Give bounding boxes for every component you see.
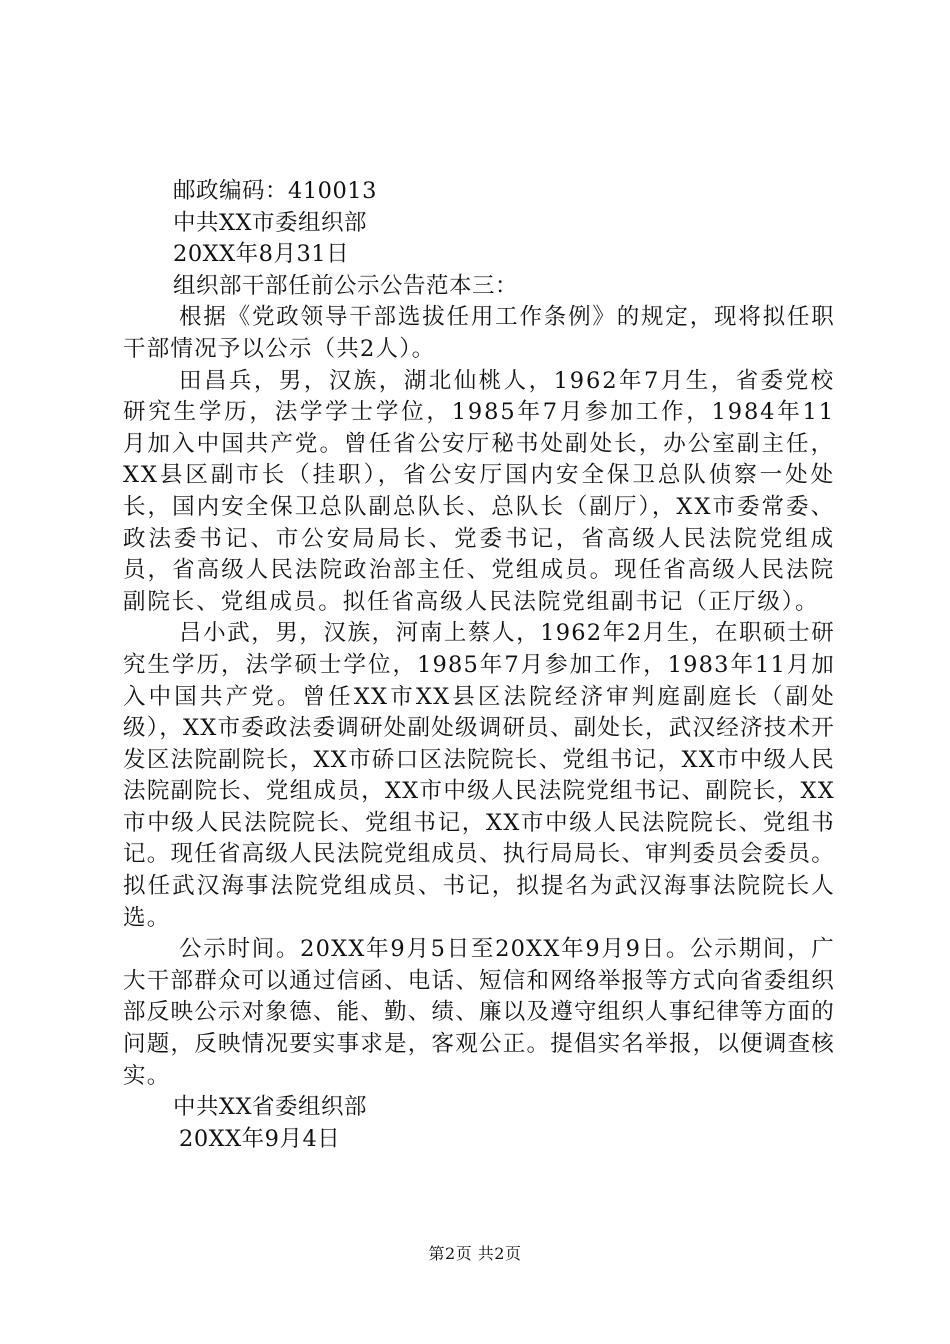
notice-period-paragraph: 公示时间。20XX年9月5日至20XX年9月9日。公示期间，广大干部群众可以通过信函、电话、短信和网络举报等方式向省委组织部反映公示对象德、能、勤、绩、廉以及遵守组织人事纪律等方面的问题，反映情况要实事求是，客观公正。提倡实名举报，以便调查核实。: [123, 936, 835, 1089]
candidate-2-paragraph: 吕小武，男，汉族，河南上蔡人，1962年2月生，在职硕士研究生学历，法学硕士学位，1985年7月参加工作，1983年11月加入中国共产党。曾任XX市XX县区法院经济审判庭副庭长（副处级），XX市委政法委调研处副处级调研员、副处长，武汉经济技术开发区法院副院长，XX市硚口区法院院长、党组书记，XX市中级人民法院副院长、党组成员，XX市中级人民法院党组书记、副院长，XX市中级人民法院院长、党组书记，XX市中级人民法院院长、党组书记。现任省高级人民法院党组成员、执行局局长、审判委员会委员。拟任武汉海事法院党组成员、书记，拟提名为武汉海事法院院长人选。: [123, 620, 835, 931]
candidate-1-paragraph: 田昌兵，男，汉族，湖北仙桃人，1962年7月生，省委党校研究生学历，法学学士学位，1985年7月参加工作，1984年11月加入中国共产党。曾任省公安厅秘书处副处长，办公室副主任，XX县区副市长（挂职），省公安厅国内安全保卫总队侦察一处处长，国内安全保卫总队副总队长、总队长（副厅），XX市委常委、政法委书记、市公安局局长、党委书记，省高级人民法院党组成员，省高级人民法院政治部主任、党组成员。现任省高级人民法院副院长、党组成员。拟任省高级人民法院党组副书记（正厅级）。: [123, 367, 835, 615]
issuer-city-org-dept: 中共XX市委组织部: [173, 209, 368, 236]
section-title: 组织部干部任前公示公告范本三：: [173, 272, 519, 299]
page-footer: 第2页 共2页: [428, 1244, 522, 1263]
issuer-province-org-dept: 中共XX省委组织部: [173, 1094, 368, 1121]
issue-date-1: 20XX年8月31日: [173, 241, 350, 268]
document-body: [123, 176, 835, 1155]
postal-code: 邮政编码：410013: [173, 178, 377, 204]
issue-date-2: 20XX年9月4日: [179, 1125, 341, 1152]
intro-paragraph: 根据《党政领导干部选拔任用工作条例》的规定，现将拟任职干部情况予以公示（共2人）。: [123, 304, 835, 362]
